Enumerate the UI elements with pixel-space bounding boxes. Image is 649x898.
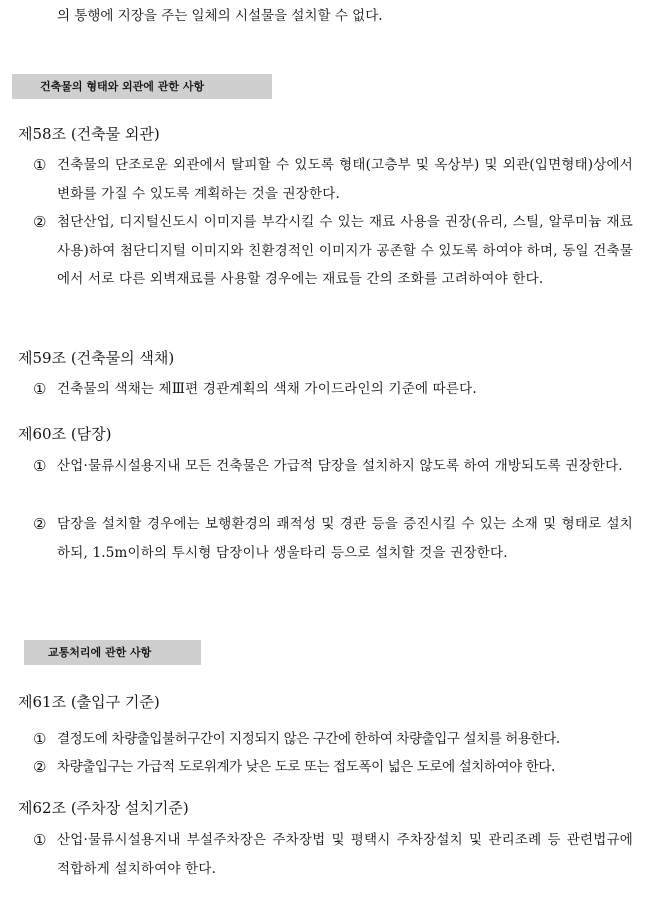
item-marker: ② (33, 758, 47, 776)
item-text: 담장을 설치할 경우에는 보행환경의 쾌적성 및 경관 등을 증진시킬 수 있는 소재 및 형태로 설치하되, 1.5m이하의 투시형 담장이나 생울타리 등으로 설치할 것을 권장한다. (57, 516, 633, 561)
section-header-traffic: 교통처리에 관한 사항 (24, 640, 201, 665)
article-title-61: 제61조 (출입구 기준) (18, 693, 160, 711)
item-text: 차량출입구는 가급적 도로위계가 낮은 도로 또는 접도폭이 넓은 도로에 설치하여야 한다. (57, 759, 555, 775)
item-marker: ② (33, 515, 47, 533)
item-marker: ① (33, 831, 47, 849)
item-text: 첨단산업, 디지털신도시 이미지를 부각시킬 수 있는 재료 사용을 권장(유리, 스틸, 알루미늄 재료 사용)하여 첨단디지털 이미지와 친환경적인 이미지가 공존할 수 있도록 하여야 하며, 동일 건축물에서 서로 다른 외벽재료를 사용할 경우에는 재료들 간의 조화를 고려하여야 한다. (57, 214, 633, 287)
article-59-item-1 (33, 375, 633, 404)
item-marker: ① (33, 380, 47, 398)
article-title-58: 제58조 (건축물 외관) (18, 125, 160, 143)
article-title-59: 제59조 (건축물의 색채) (18, 349, 175, 367)
item-marker: ① (33, 457, 47, 475)
continuation-text: 의 통행에 지장을 주는 일체의 시설물을 설치할 수 없다. (57, 8, 383, 24)
section-header-building-form: 건축물의 형태와 외관에 관한 사항 (12, 74, 272, 99)
item-text: 산업·물류시설용지내 부설주차장은 주차장법 및 평택시 주차장설치 및 관리조례 등 관련법규에 적합하게 설치하여야 한다. (57, 832, 633, 877)
item-marker: ② (33, 213, 47, 231)
article-title-62: 제62조 (주차장 설치기준) (18, 799, 189, 817)
item-text: 결정도에 차량출입불허구간이 지정되지 않은 구간에 한하여 차량출입구 설치를 허용한다. (57, 731, 560, 747)
article-58-item-1 (33, 151, 633, 208)
article-title-60: 제60조 (담장) (18, 425, 112, 443)
article-58-item-2 (33, 208, 633, 294)
article-60-item-2 (33, 510, 633, 567)
article-61-item-1 (33, 725, 633, 754)
item-text: 건축물의 색채는 제Ⅲ편 경관계획의 색채 가이드라인의 기준에 따른다. (57, 381, 477, 397)
article-61-item-2 (33, 753, 633, 782)
item-text: 건축물의 단조로운 외관에서 탈피할 수 있도록 형태(고층부 및 옥상부) 및 외관(입면형태)상에서 변화를 가질 수 있도록 계획하는 것을 권장한다. (57, 157, 633, 202)
item-marker: ① (33, 730, 47, 748)
article-60-item-1 (33, 452, 633, 481)
article-62-item-1 (33, 826, 633, 883)
item-text: 산업·물류시설용지내 모든 건축물은 가급적 담장을 설치하지 않도록 하여 개방되도록 권장한다. (57, 458, 623, 474)
item-marker: ① (33, 156, 47, 174)
